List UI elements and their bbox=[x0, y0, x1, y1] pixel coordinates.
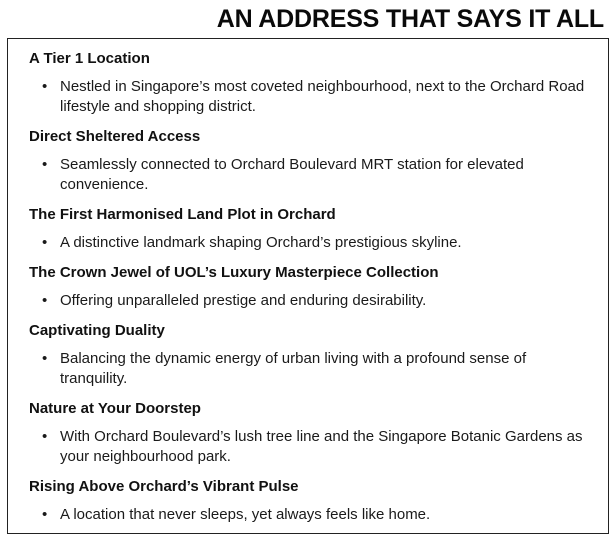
bullet-list bbox=[29, 427, 594, 467]
bullet-dot-icon: • bbox=[42, 428, 48, 445]
bullet-list bbox=[29, 155, 594, 195]
bullet-dot-icon: • bbox=[42, 156, 48, 173]
feature-section bbox=[29, 127, 594, 195]
bullet-text: Balancing the dynamic energy of urban living with a profound sense of tranquility. bbox=[60, 350, 527, 387]
bullet-text: Nestled in Singapore’s most coveted neighbourhood, next to the Orchard Road lifestyle and shopping district. bbox=[60, 78, 585, 115]
section-heading: Rising Above Orchard’s Vibrant Pulse bbox=[29, 478, 299, 495]
feature-section bbox=[29, 205, 594, 253]
bullet-dot-icon: • bbox=[42, 350, 48, 367]
bullet-dot-icon: • bbox=[42, 506, 48, 523]
section-heading: Captivating Duality bbox=[29, 322, 165, 339]
feature-section bbox=[29, 49, 594, 117]
feature-section bbox=[29, 263, 594, 311]
bullet-item bbox=[29, 233, 594, 253]
bullet-item bbox=[29, 155, 594, 195]
bullet-item bbox=[29, 505, 594, 525]
bullet-text: A distinctive landmark shaping Orchard’s prestigious skyline. bbox=[60, 234, 462, 251]
bullet-dot-icon: • bbox=[42, 292, 48, 309]
section-heading: A Tier 1 Location bbox=[29, 50, 150, 67]
section-heading: The First Harmonised Land Plot in Orchard bbox=[29, 206, 336, 223]
bullet-text: Offering unparalleled prestige and enduring desirability. bbox=[60, 292, 427, 309]
bullet-dot-icon: • bbox=[42, 234, 48, 251]
bullet-list bbox=[29, 349, 594, 389]
bullet-item bbox=[29, 77, 594, 117]
features-box bbox=[7, 38, 609, 534]
section-heading: Direct Sheltered Access bbox=[29, 128, 201, 145]
bullet-list bbox=[29, 233, 594, 253]
bullet-text: A location that never sleeps, yet always feels like home. bbox=[60, 506, 431, 523]
page-title: AN ADDRESS THAT SAYS IT ALL bbox=[216, 5, 604, 33]
bullet-item bbox=[29, 349, 594, 389]
feature-section bbox=[29, 399, 594, 467]
section-heading: Nature at Your Doorstep bbox=[29, 400, 201, 417]
bullet-list bbox=[29, 505, 594, 525]
feature-section bbox=[29, 321, 594, 389]
bullet-dot-icon: • bbox=[42, 78, 48, 95]
bullet-list bbox=[29, 291, 594, 311]
bullet-text: With Orchard Boulevard’s lush tree line and the Singapore Botanic Gardens as your neighbourhood park. bbox=[60, 428, 583, 465]
bullet-item bbox=[29, 427, 594, 467]
feature-section bbox=[29, 477, 594, 525]
bullet-list bbox=[29, 77, 594, 117]
bullet-text: Seamlessly connected to Orchard Boulevard MRT station for elevated convenience. bbox=[60, 156, 524, 193]
section-heading: The Crown Jewel of UOL’s Luxury Masterpiece Collection bbox=[29, 264, 439, 281]
bullet-item bbox=[29, 291, 594, 311]
